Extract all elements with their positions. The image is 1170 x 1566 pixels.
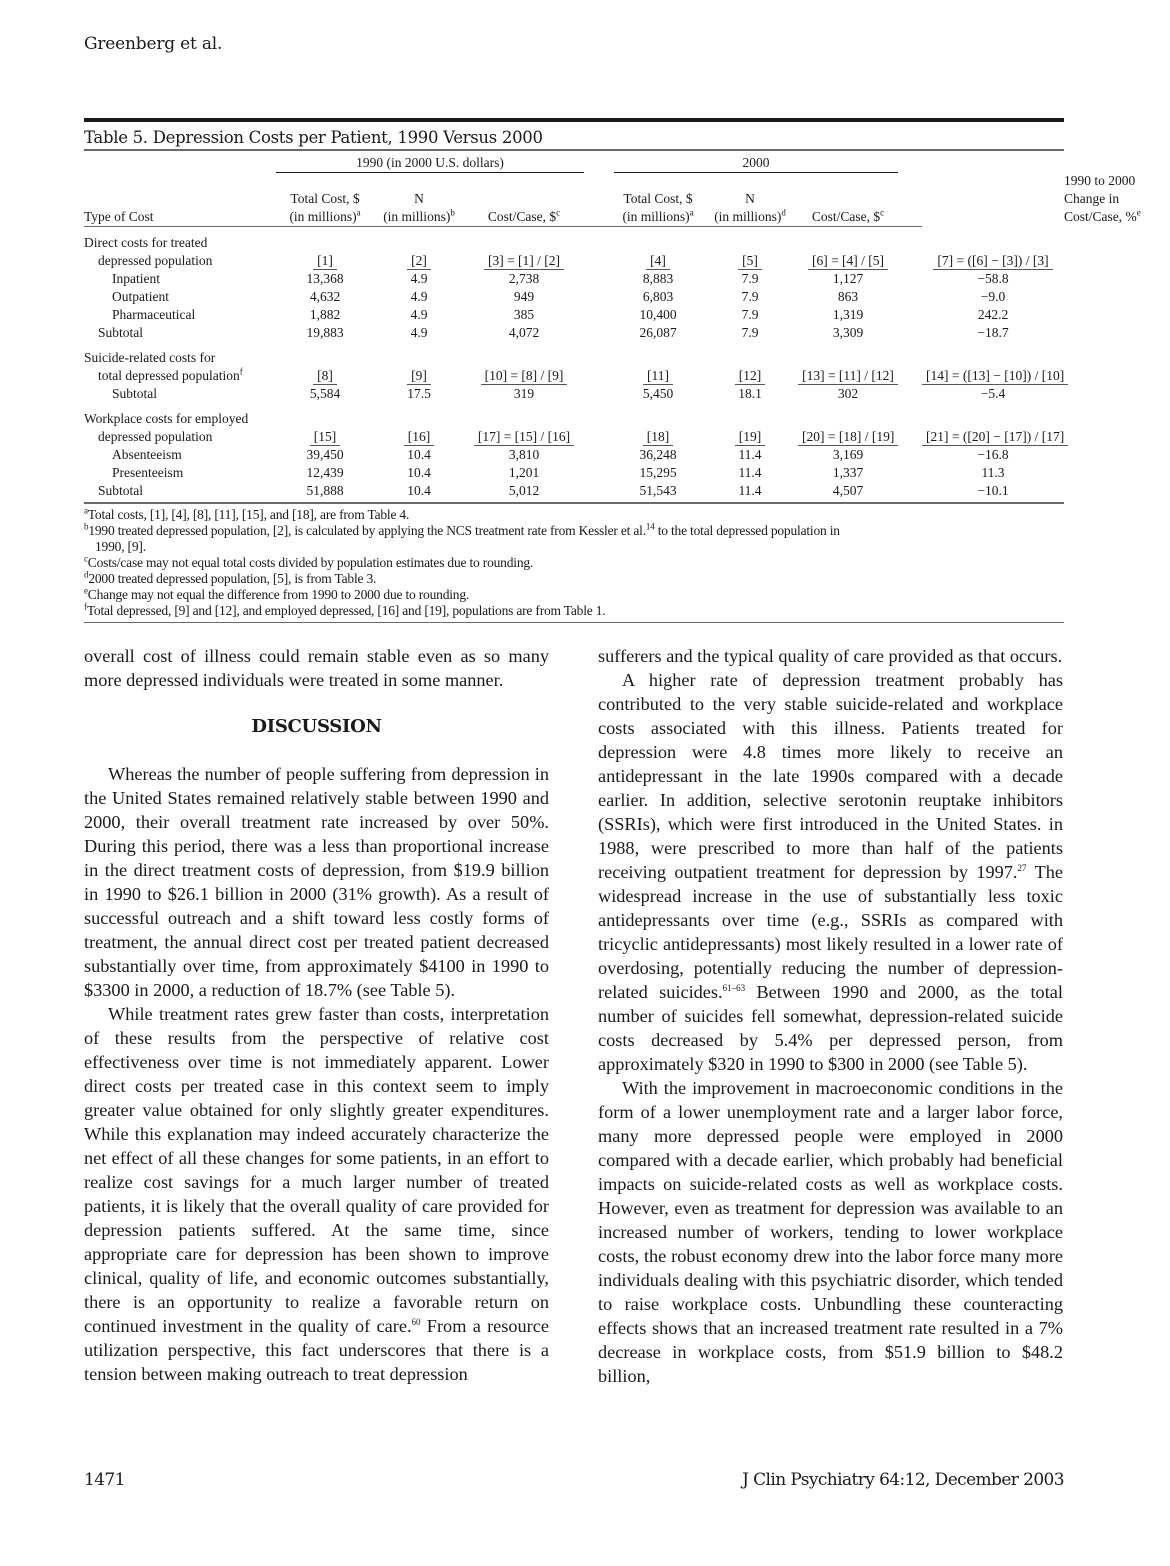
table-row-subtotal: Subtotal 51,888 10.4 5,012 51,543 11.4 4,507 −10.1 [98,483,1009,498]
table-row: Pharmaceutical 1,882 4.9 385 10,400 7.9 1,319 242.2 [112,307,1009,322]
footnote-b: $^b$1990 treated depressed population, [2], is calculated by applying the NCS treatment rate from Kessler et al.$^{14}$ to the total depressed population in 1990, [9]. [84,521,840,554]
section-label-row: Workplace costs for employed [84,411,249,426]
footnote-d: $^d$2000 treated depressed population, [5], is from Table 3. [84,569,377,586]
footnote-a: $^a$Total costs, [1], [4], [8], [11], [15], and [18], are from Table 4. [84,505,410,522]
paragraph: Whereas the number of people suffering from depression in the United States remained relatively stable between 1990 and 2000, their overall treatment rate increased by over 50%. During this period, there was a less than proportional increase in the direct treatment costs of depression, from $19.9 billion in 1990 to $26.1 billion in 2000 (31% growth). As a result of successful outreach and a shift toward less costly forms of treatment, the annual direct cost per treated patient decreased substantially over time, from approximately $4100 in 1990 to $3300 in 2000, a reduction of 18.7% (see Table 5). [84,764,549,1000]
header-n-1990: N (in millions)$^b$ [374,172,464,227]
running-head: Greenberg et al. [84,34,223,54]
section-refs-row: depressed population [15] [16] [17] = [15] / [16] [18] [19] [20] = [18] / [19] [21] = ([20] − [17]) / [17] [84,428,1064,446]
paragraph: With the improvement in macroeconomic conditions in the form of a lower unemployment rate and a larger labor force, many more depressed people were employed in 2000 compared with a decade earlier, which probably had beneficial impacts on suicide-related costs as well as workplace costs. However, even as treatment for depression was available to an increased number of workers, tending to lower workplace costs, the robust economy drew into the labor force many more individuals dealing with this psychiatric disorder, which tended to raise workplace costs. Unbundling these counteracting effects shows that an increased treatment rate resulted in a 7% decrease in workplace costs, from $51.9 billion to $48.2 billion, [598,1078,1063,1386]
paragraph: sufferers and the typical quality of care provided as that occurs. [598,646,1063,666]
page-number: 1471 [84,1470,125,1490]
body-column-right [598,644,1063,1388]
header-type-of-cost: Type of Cost [84,172,276,227]
table-grid [84,151,1141,501]
paragraph: overall cost of illness could remain stable even as so many more depressed individuals were treated in some manner. [84,646,549,690]
section-label-row: Suicide-related costs for [84,350,216,365]
footnote-f: $^f$Total depressed, [9] and [12], and employed depressed, [16] and [19], populations are from Table 1. [84,601,606,618]
footnote-c: $^c$Costs/case may not equal total costs divided by population estimates due to rounding. [84,553,534,570]
table-bottom-rule [84,502,1064,504]
header-cost-case-1990: Cost/Case, \$$^c$ [464,172,584,227]
paragraph: A higher rate of depression treatment probably has contributed to the very stable suicide-related and workplace costs associated with this illness. Patients treated for depression were 4.8 times more likely to receive an antidepressant in the late 1990s compared with a decade earlier. In addition, selective serotonin reuptake inhibitors (SSRIs), which were first introduced in the United States. in 1988, were prescribed to more than half of the patients receiving outpatient treatment for depression by 1997.27 The widespread increase in the use of substantially less toxic antidepressants over time (e.g., SSRIs as compared with tricyclic antidepressants) most likely resulted in a lower rate of overdosing, potentially reducing the number of depression-related suicides.$^{61-63}$ Between 1990 and 2000, as the total number of suicides fell somewhat, depression-related suicide costs decreased by 5.4% per depressed person, from approximately $320 in 1990 to $300 in 2000 (see Table 5). [598,670,1063,1074]
citation-ref: 27 [1017,862,1027,873]
table-top-rule [84,118,1064,122]
table-title: Table 5. Depression Costs per Patient, 1990 Versus 2000 [84,128,543,147]
table-row: Inpatient 13,368 4.9 2,738 8,883 7.9 1,127 −58.8 [112,271,1009,286]
table-5 [84,118,1141,623]
table-row: Absenteeism 39,450 10.4 3,810 36,248 11.4 3,169 −16.8 [112,447,1009,462]
header-total-cost-2000: Total Cost, $ (in millions)$^a$ [614,172,702,227]
section-label-row: Direct costs for treated [84,235,208,250]
citation-ref: 61–63 [722,982,746,993]
header-cost-case-2000: Cost/Case, \$$^c$ [798,172,898,227]
group-header-row [84,151,1064,173]
header-total-cost-1990: Total Cost, $ (in millions)$^a$ [276,172,374,227]
section-refs-row: depressed population [1] [2] [3] = [1] / [2] [4] [5] [6] = [4] / [5] [7] = ([6] − [3]) / [3] [84,252,1064,270]
table-row-subtotal: Subtotal 19,883 4.9 4,072 26,087 7.9 3,309 −18.7 [98,325,1009,340]
column-header-row: Type of Cost Total Cost, $ (in millions)$^a$ N (in millions)$^b$ Cost/Case, \$$^c$ Total Cost, $ (in millions)$^a$ N (in millions)$^d$ Cost/Case, \$$^c$ 1990 to 2000 Change in Cost/Case, %$^e$ [84,172,1064,227]
journal-citation: J Clin Psychiatry 64:12, December 2003 [742,1470,1064,1490]
section-refs-row: total depressed population$^f$ [8] [9] [10] = [8] / [9] [11] [12] [13] = [11] / [12] [14] = ([13] − [10]) / [10] [84,367,1064,385]
section-heading-discussion: DISCUSSION [251,716,382,737]
footnote-e: $^e$Change may not equal the difference from 1990 to 2000 due to rounding. [84,585,470,602]
citation-ref: 60 [411,1316,421,1327]
group-header-1990: 1990 (in 2000 U.S. dollars) [356,154,504,170]
table-row-subtotal: Subtotal 5,584 17.5 319 5,450 18.1 302 −5.4 [112,386,1006,401]
header-n-2000: N (in millions)$^d$ [702,172,798,227]
paragraph: While treatment rates grew faster than costs, interpretation of these results from the perspective of relative cost effectiveness over time is not immediately apparent. Lower direct costs per treated case in this context seem to imply greater value obtained for only slightly greater expenditures. While this explanation may indeed accurately characterize the net effect of all these changes for some patients, in an effort to realize cost savings for a much larger number of treated patients, it is likely that the overall quality of care provided for depression patients suffered. At the same time, since appropriate care for depression has been shown to improve clinical, quality of life, and economic outcomes substantially, there is an opportunity to realize a favorable return on continued investment in the quality of care.$^{60}$ From a resource utilization perspective, this fact underscores that there is a tension between making outreach to treat depression [84,1004,549,1384]
body-column-left [84,644,549,1386]
table-row: Outpatient 4,632 4.9 949 6,803 7.9 863 −9.0 [112,289,1006,304]
table-row: Presenteeism 12,439 10.4 1,201 15,295 11.4 1,337 11.3 [112,465,1005,480]
group-header-2000: 2000 [742,154,770,170]
table-footnotes [84,507,1064,623]
